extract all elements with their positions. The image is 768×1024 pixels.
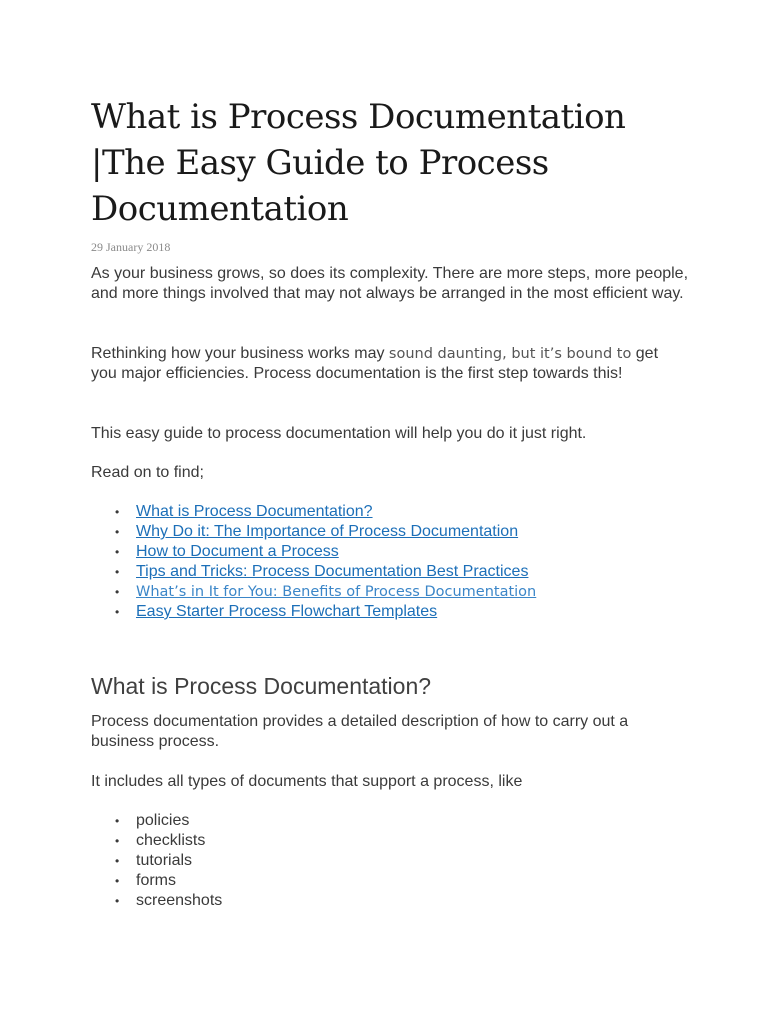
toc-link-tips-and-tricks[interactable]: Tips and Tricks: Process Documentation Best Practices [136, 563, 529, 580]
list-item [91, 851, 222, 871]
intro-paragraph: As your business grows, so does its complexity. There are more steps, more people, and more things involved that may not always be arranged in the most efficient way. [91, 265, 689, 302]
bullet: • [115, 585, 120, 599]
toc-link-why-do-it[interactable]: Why Do it: The Importance of Process Documentation [136, 523, 519, 540]
bullet: • [115, 565, 120, 579]
title-line-3: Documentation [91, 189, 349, 229]
list-item [91, 502, 536, 522]
list-item-text: policies [136, 812, 190, 829]
read-on-paragraph: Read on to find; [91, 464, 204, 481]
page-title [91, 94, 711, 232]
definition-paragraph: Process documentation provides a detailed description of how to carry out a business process. [91, 713, 629, 750]
bullet: • [115, 605, 120, 619]
bullet: • [115, 854, 120, 868]
list-item [91, 811, 222, 831]
toc-link-templates[interactable]: Easy Starter Process Flowchart Templates [136, 603, 438, 620]
list-item [91, 831, 222, 851]
list-item [91, 562, 536, 582]
publish-date: 29 January 2018 [91, 240, 171, 254]
bullet: • [115, 814, 120, 828]
guide-paragraph: This easy guide to process documentation will help you do it just right. [91, 425, 587, 442]
title-line-2: |The Easy Guide to Process [91, 143, 549, 183]
bullet: • [115, 874, 120, 888]
list-item-text: tutorials [136, 852, 193, 869]
list-item-text: checklists [136, 832, 206, 849]
rethinking-text-c: get you major efficiencies. Process documentation is the first step towards this! [91, 345, 659, 382]
list-item [91, 891, 222, 911]
toc-link-what-is[interactable]: What is Process Documentation? [136, 503, 373, 520]
list-item-text: forms [136, 872, 176, 889]
title-line-1: What is Process Documentation [91, 97, 626, 137]
list-item-text: screenshots [136, 892, 223, 909]
rethinking-text-a: Rethinking how your business works may [91, 345, 389, 362]
toc-link-how-to-document[interactable]: How to Document a Process [136, 543, 339, 560]
list-item [91, 582, 536, 602]
bullet: • [115, 505, 120, 519]
section-heading: What is Process Documentation? [91, 673, 432, 699]
bullet: • [115, 525, 120, 539]
rethinking-paragraph [91, 344, 671, 384]
list-item [91, 542, 536, 562]
bullet: • [115, 894, 120, 908]
table-of-contents [91, 502, 536, 622]
types-intro-paragraph: It includes all types of documents that support a process, like [91, 773, 523, 790]
bullet: • [115, 834, 120, 848]
document-types-list [91, 811, 222, 911]
rethinking-text-b: sound daunting, but it’s bound to [388, 346, 632, 362]
list-item [91, 602, 536, 622]
toc-link-benefits[interactable]: What’s in It for You: Benefits of Process Documentation [136, 584, 537, 600]
bullet: • [115, 545, 120, 559]
list-item [91, 522, 536, 542]
list-item [91, 871, 222, 891]
